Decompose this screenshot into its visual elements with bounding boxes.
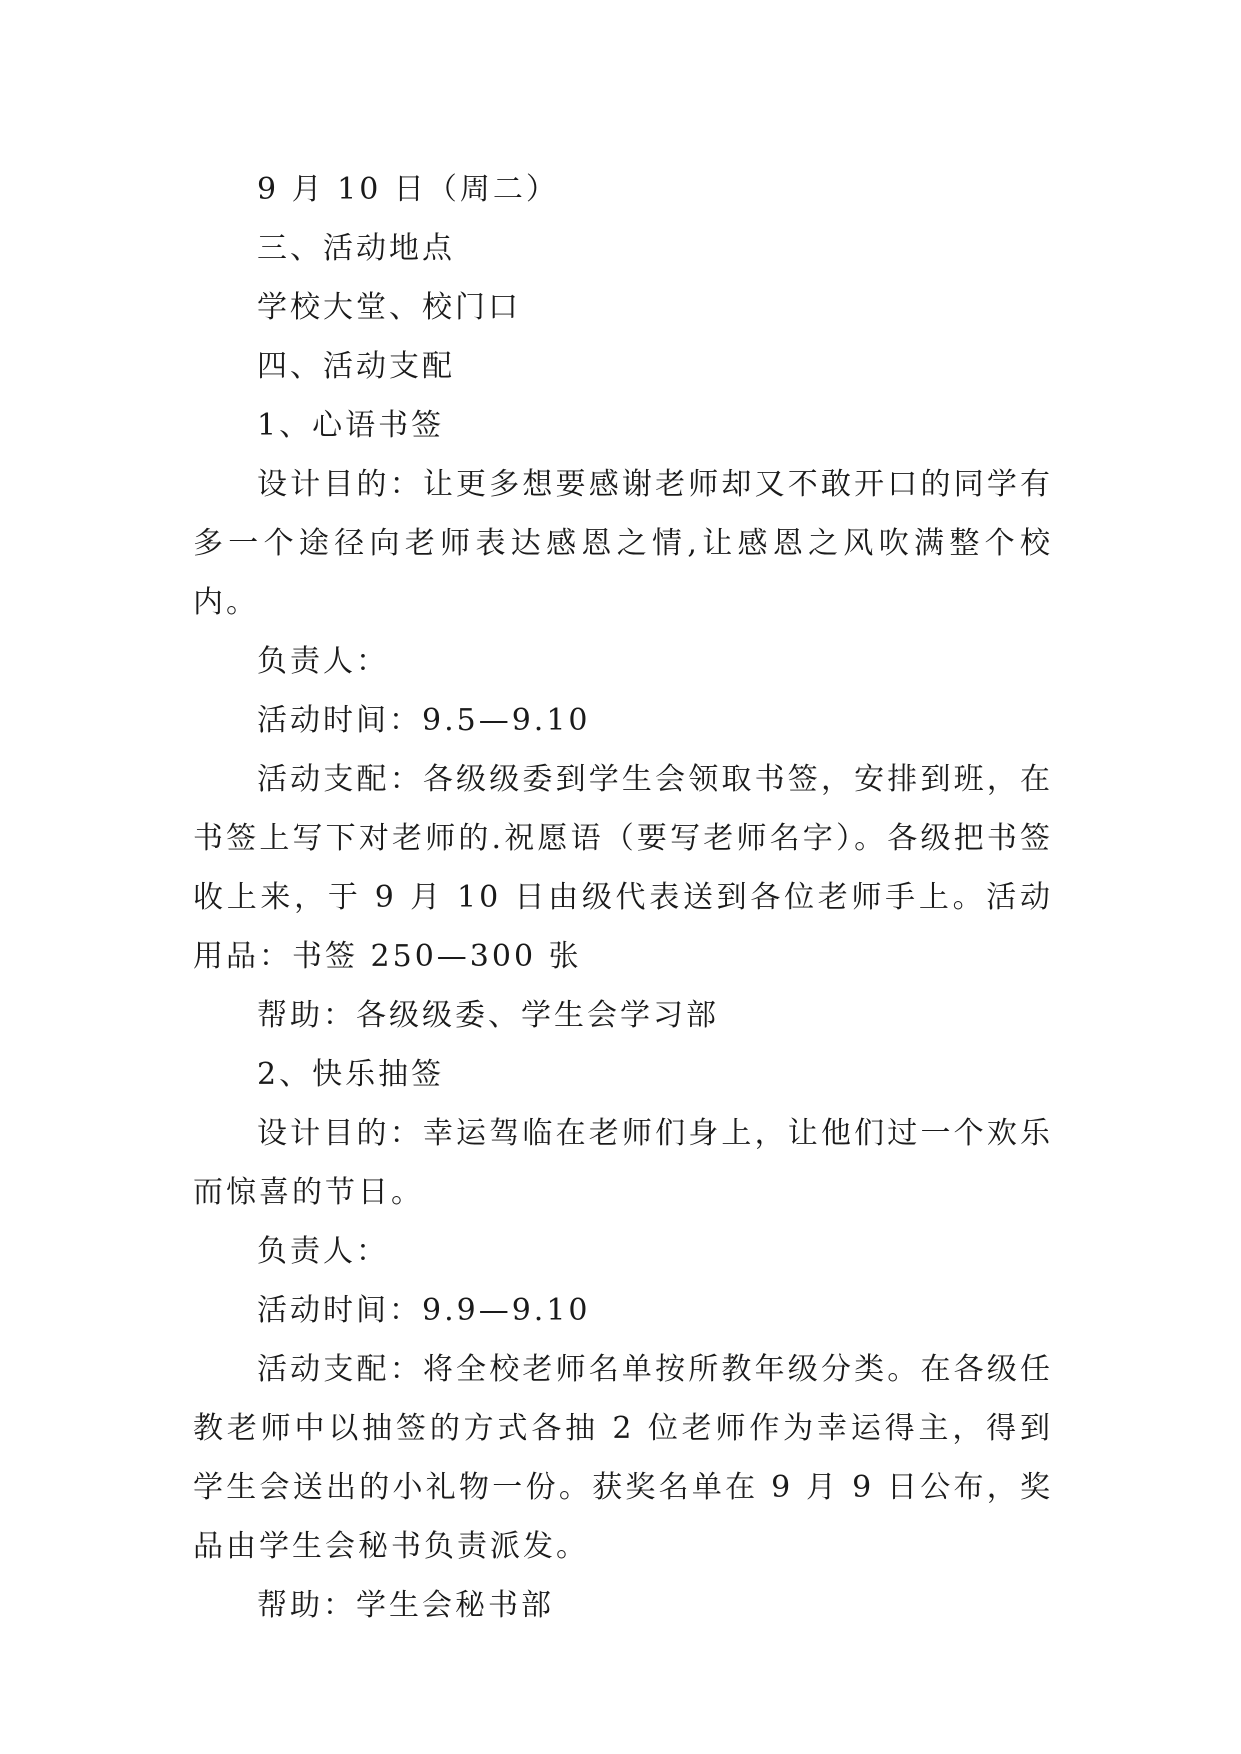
bookmark-purpose: 设计目的：让更多想要感谢老师却又不敢开口的同学有多一个途径向老师表达感恩之情,让感恩之风吹满整个校内。 [193,467,1053,620]
section-heading-location: 三、活动地点 [257,231,455,266]
lottery-help: 帮助：学生会秘书部 [257,1588,554,1623]
document-body [193,160,1053,1635]
bookmark-arrangement: 活动支配：各级级委到学生会领取书签，安排到班，在书签上写下对老师的.祝愿语（要写老师名字）。各级把书签收上来，于 9 月 10 日由级代表送到各位老师手上。活动用品：书签 250—300 张 [193,762,1053,974]
bookmark-time: 活动时间：9.5—9.10 [257,703,591,738]
section-heading-arrangement: 四、活动支配 [257,349,455,384]
bookmark-person-in-charge: 负责人： [257,644,389,679]
subheading-lottery: 2、快乐抽签 [257,1057,445,1092]
lottery-time: 活动时间：9.9—9.10 [257,1293,591,1328]
lottery-purpose: 设计目的：幸运驾临在老师们身上，让他们过一个欢乐而惊喜的节日。 [193,1116,1053,1210]
lottery-person-in-charge: 负责人： [257,1234,389,1269]
activity-date: 9 月 10 日（周二） [257,172,559,207]
lottery-arrangement: 活动支配：将全校老师名单按所教年级分类。在各级任教老师中以抽签的方式各抽 2 位老师作为幸运得主，得到学生会送出的小礼物一份。获奖名单在 9 月 9 日公布，奖品由学生会秘书负责派发。 [193,1352,1053,1564]
bookmark-help: 帮助：各级级委、学生会学习部 [257,998,719,1033]
location-text: 学校大堂、校门口 [257,290,521,325]
subheading-bookmark: 1、心语书签 [257,408,445,443]
